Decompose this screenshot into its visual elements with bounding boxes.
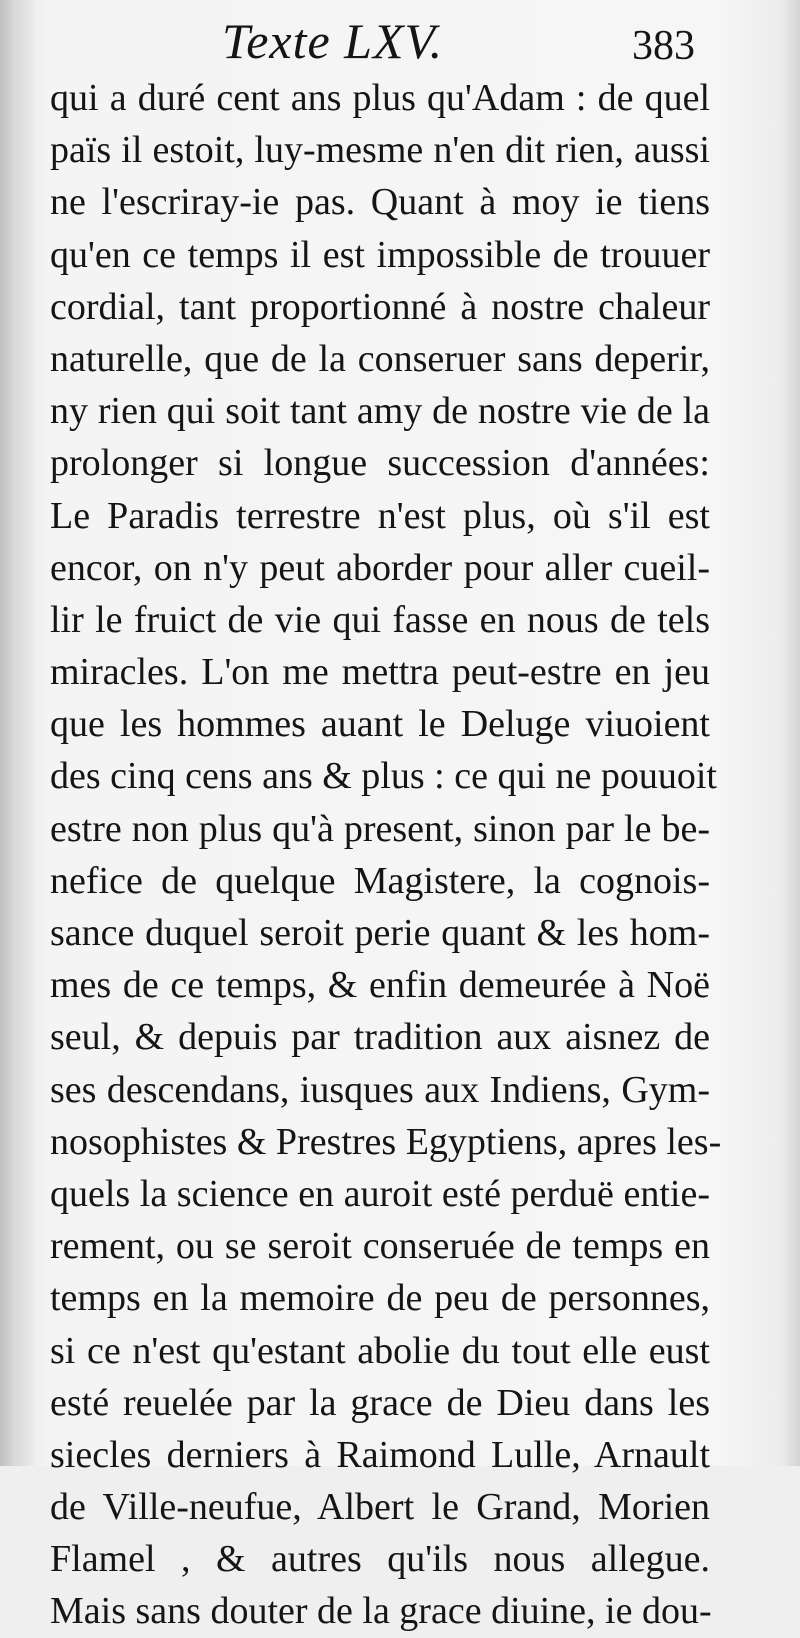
text-line: Flamel , & autres qu'ils nous allegue.	[50, 1538, 710, 1581]
text-line: ses descendans, iusques aux Indiens, Gym-	[50, 1068, 710, 1111]
text-line: Le Paradis terrestre n'est plus, où s'il est	[50, 494, 710, 537]
text-line: Mais sans douter de la grace diuine, ie dou-	[50, 1590, 712, 1633]
text-line: nefice de quelque Magistere, la cognois-	[50, 859, 710, 902]
text-line: païs il estoit, luy-mesme n'en dit rien, aussi	[50, 129, 710, 172]
text-line: siecles derniers à Raimond Lulle, Arnault	[50, 1433, 710, 1476]
text-line: esté reuelée par la grace de Dieu dans les	[50, 1381, 710, 1424]
page-spine-shadow	[0, 0, 36, 1466]
text-line: ne l'escriray-ie pas. Quant à moy ie tiens	[50, 181, 710, 224]
text-line: rement, ou se seroit conseruée de temps en	[50, 1225, 710, 1268]
text-line: que les hommes auant le Deluge viuoient	[50, 703, 710, 746]
text-line: sance duquel seroit perie quant & les hom-	[50, 912, 710, 954]
page-edge-shadow	[782, 0, 800, 1466]
text-line: encor, on n'y peut aborder pour aller cueil-	[50, 546, 710, 589]
text-line: cordial, tant proportionné à nostre chaleur	[50, 285, 710, 328]
text-line: qu'en ce temps il est impossible de trouuer	[50, 233, 710, 276]
text-line: de Ville-neufue, Albert le Grand, Morien	[50, 1486, 710, 1529]
text-line: naturelle, que de la conseruer sans deperir,	[50, 337, 710, 380]
text-line: des cinq cens ans & plus : ce qui ne pouuoit	[50, 755, 717, 798]
body-text	[50, 72, 722, 1638]
text-line: quels la science en auroit esté perduë entie-	[50, 1172, 710, 1215]
text-line: seul, & depuis par tradition aux aisnez de	[50, 1016, 710, 1059]
text-line: lir le fruict de vie qui fasse en nous de tels	[50, 598, 710, 641]
text-line: miracles. L'on me mettra peut-estre en jeu	[50, 651, 710, 694]
text-line: temps en la memoire de peu de personnes,	[50, 1277, 710, 1320]
text-line: ny rien qui soit tant amy de nostre vie de la	[50, 390, 710, 433]
text-line: qui a duré cent ans plus qu'Adam : de quel	[50, 77, 710, 119]
text-line: prolonger si longue succession d'années:	[50, 442, 710, 485]
page-header	[0, 12, 800, 76]
page-number: 383	[632, 23, 695, 69]
text-line: estre non plus qu'à present, sinon par le be-	[50, 807, 710, 850]
text-line: mes de ce temps, & enfin demeurée à Noë	[50, 964, 710, 1007]
running-head: Texte LXV.	[222, 13, 444, 69]
text-line: nosophistes & Prestres Egyptiens, apres les-	[50, 1120, 722, 1163]
text-line: si ce n'est qu'estant abolie du tout elle eust	[50, 1329, 710, 1372]
